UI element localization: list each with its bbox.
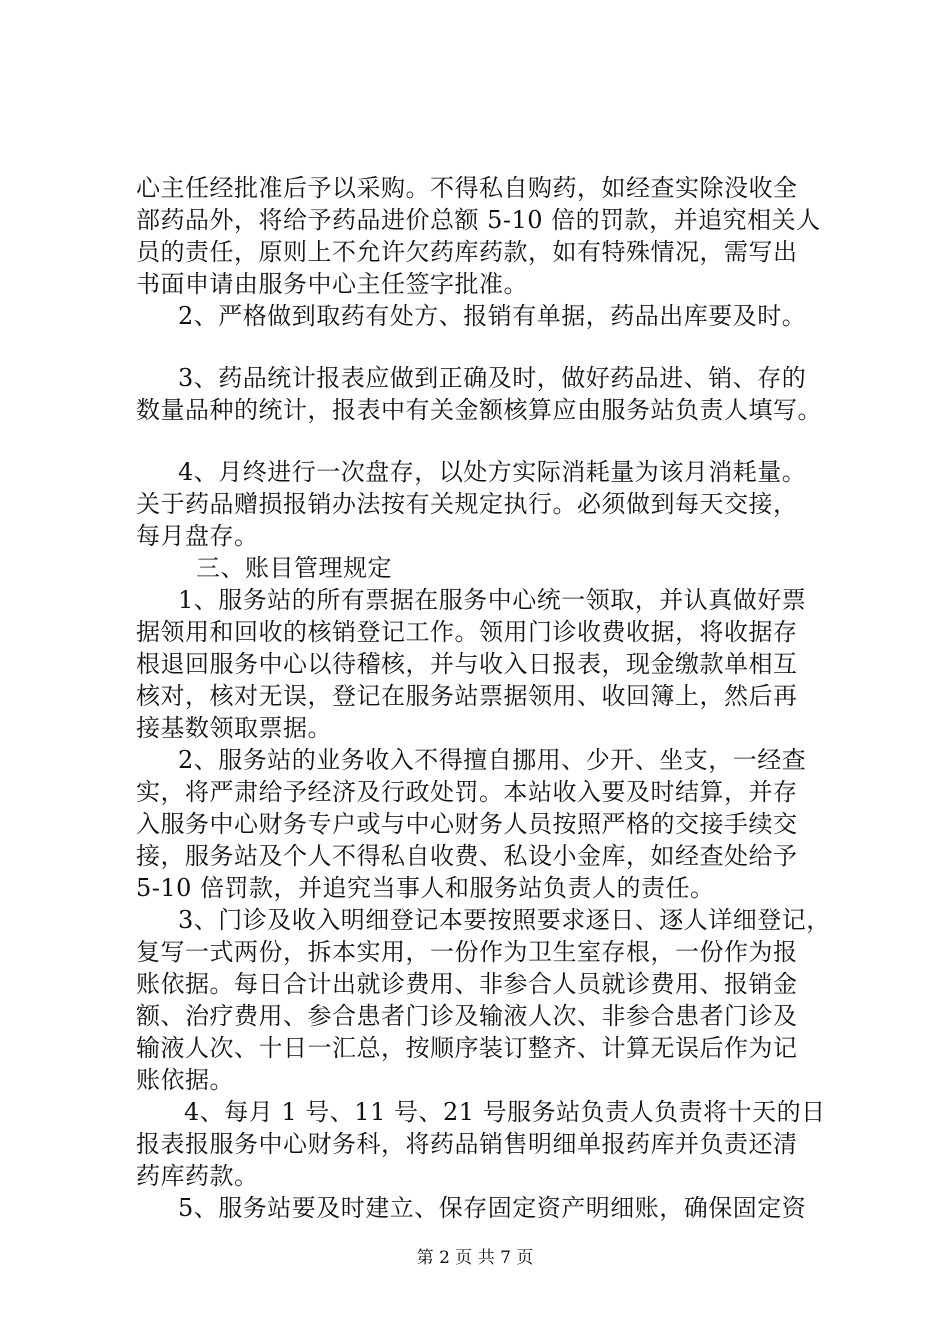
text-line: 输液人次、十日一汇总，按顺序装订整齐、计算无误后作为记 — [136, 1034, 798, 1062]
text-line: 数量品种的统计，报表中有关金额核算应由服务站负责人填写。 — [136, 396, 822, 424]
text-line: 心主任经批准后予以采购。不得私自购药，如经查实除没收全 — [136, 174, 798, 202]
text-line: 1、服务站的所有票据在服务中心统一领取，并认真做好票 — [178, 586, 807, 614]
text-line: 部药品外，将给予药品进价总额 5-10 倍的罚款，并追究相关人 — [136, 206, 821, 234]
text-line: 每月盘存。 — [136, 522, 259, 550]
text-line: 3、门诊及收入明细登记本要按照要求逐日、逐人详细登记， — [178, 906, 831, 934]
section-heading: 三、账目管理规定 — [196, 554, 392, 582]
text-line: 核对，核对无误，登记在服务站票据领用、收回簿上，然后再 — [136, 682, 798, 710]
text-line: 3、药品统计报表应做到正确及时，做好药品进、销、存的 — [178, 364, 807, 392]
text-line: 4、月终进行一次盘存，以处方实际消耗量为该月消耗量。 — [178, 458, 807, 486]
text-line: 报表报服务中心财务科，将药品销售明细单报药库并负责还清 — [136, 1130, 798, 1158]
page-number-footer: 第 2 页 共 7 页 — [416, 1248, 534, 1268]
text-line: 额、治疗费用、参合患者门诊及输液人次、非参合患者门诊及 — [136, 1002, 798, 1030]
text-line: 根退回服务中心以待稽核，并与收入日报表，现金缴款单相互 — [136, 650, 798, 678]
text-line: 账依据。 — [136, 1066, 234, 1094]
text-line: 复写一式两份，拆本实用，一份作为卫生室存根，一份作为报 — [136, 938, 798, 966]
text-line: 5-10 倍罚款，并追究当事人和服务站负责人的责任。 — [136, 874, 715, 902]
text-line: 2、严格做到取药有处方、报销有单据，药品出库要及时。 — [178, 302, 807, 330]
text-line: 实，将严肃给予经济及行政处罚。本站收入要及时结算，并存 — [136, 778, 798, 806]
text-line: 关于药品赠损报销办法按有关规定执行。必须做到每天交接， — [136, 490, 798, 518]
text-line: 账依据。每日合计出就诊费用、非参合人员就诊费用、报销金 — [136, 970, 798, 998]
text-line: 4、每月 1 号、11 号、21 号服务站负责人负责将十天的日 — [184, 1098, 826, 1126]
text-line: 接基数领取票据。 — [136, 714, 332, 742]
text-line: 据领用和回收的核销登记工作。领用门诊收费收据，将收据存 — [136, 618, 798, 646]
text-line: 入服务中心财务专户或与中心财务人员按照严格的交接手续交 — [136, 810, 798, 838]
text-line: 2、服务站的业务收入不得擅自挪用、少开、坐支，一经查 — [178, 746, 807, 774]
text-line: 员的责任，原则上不允许欠药库药款，如有特殊情况，需写出 — [136, 238, 798, 266]
document-body — [136, 172, 856, 1224]
text-line: 书面申请由服务中心主任签字批准。 — [136, 270, 528, 298]
text-line: 5、服务站要及时建立、保存固定资产明细账，确保固定资 — [178, 1194, 807, 1222]
text-line: 接，服务站及个人不得私自收费、私设小金库，如经查处给予 — [136, 842, 798, 870]
text-line: 药库药款。 — [136, 1162, 259, 1190]
